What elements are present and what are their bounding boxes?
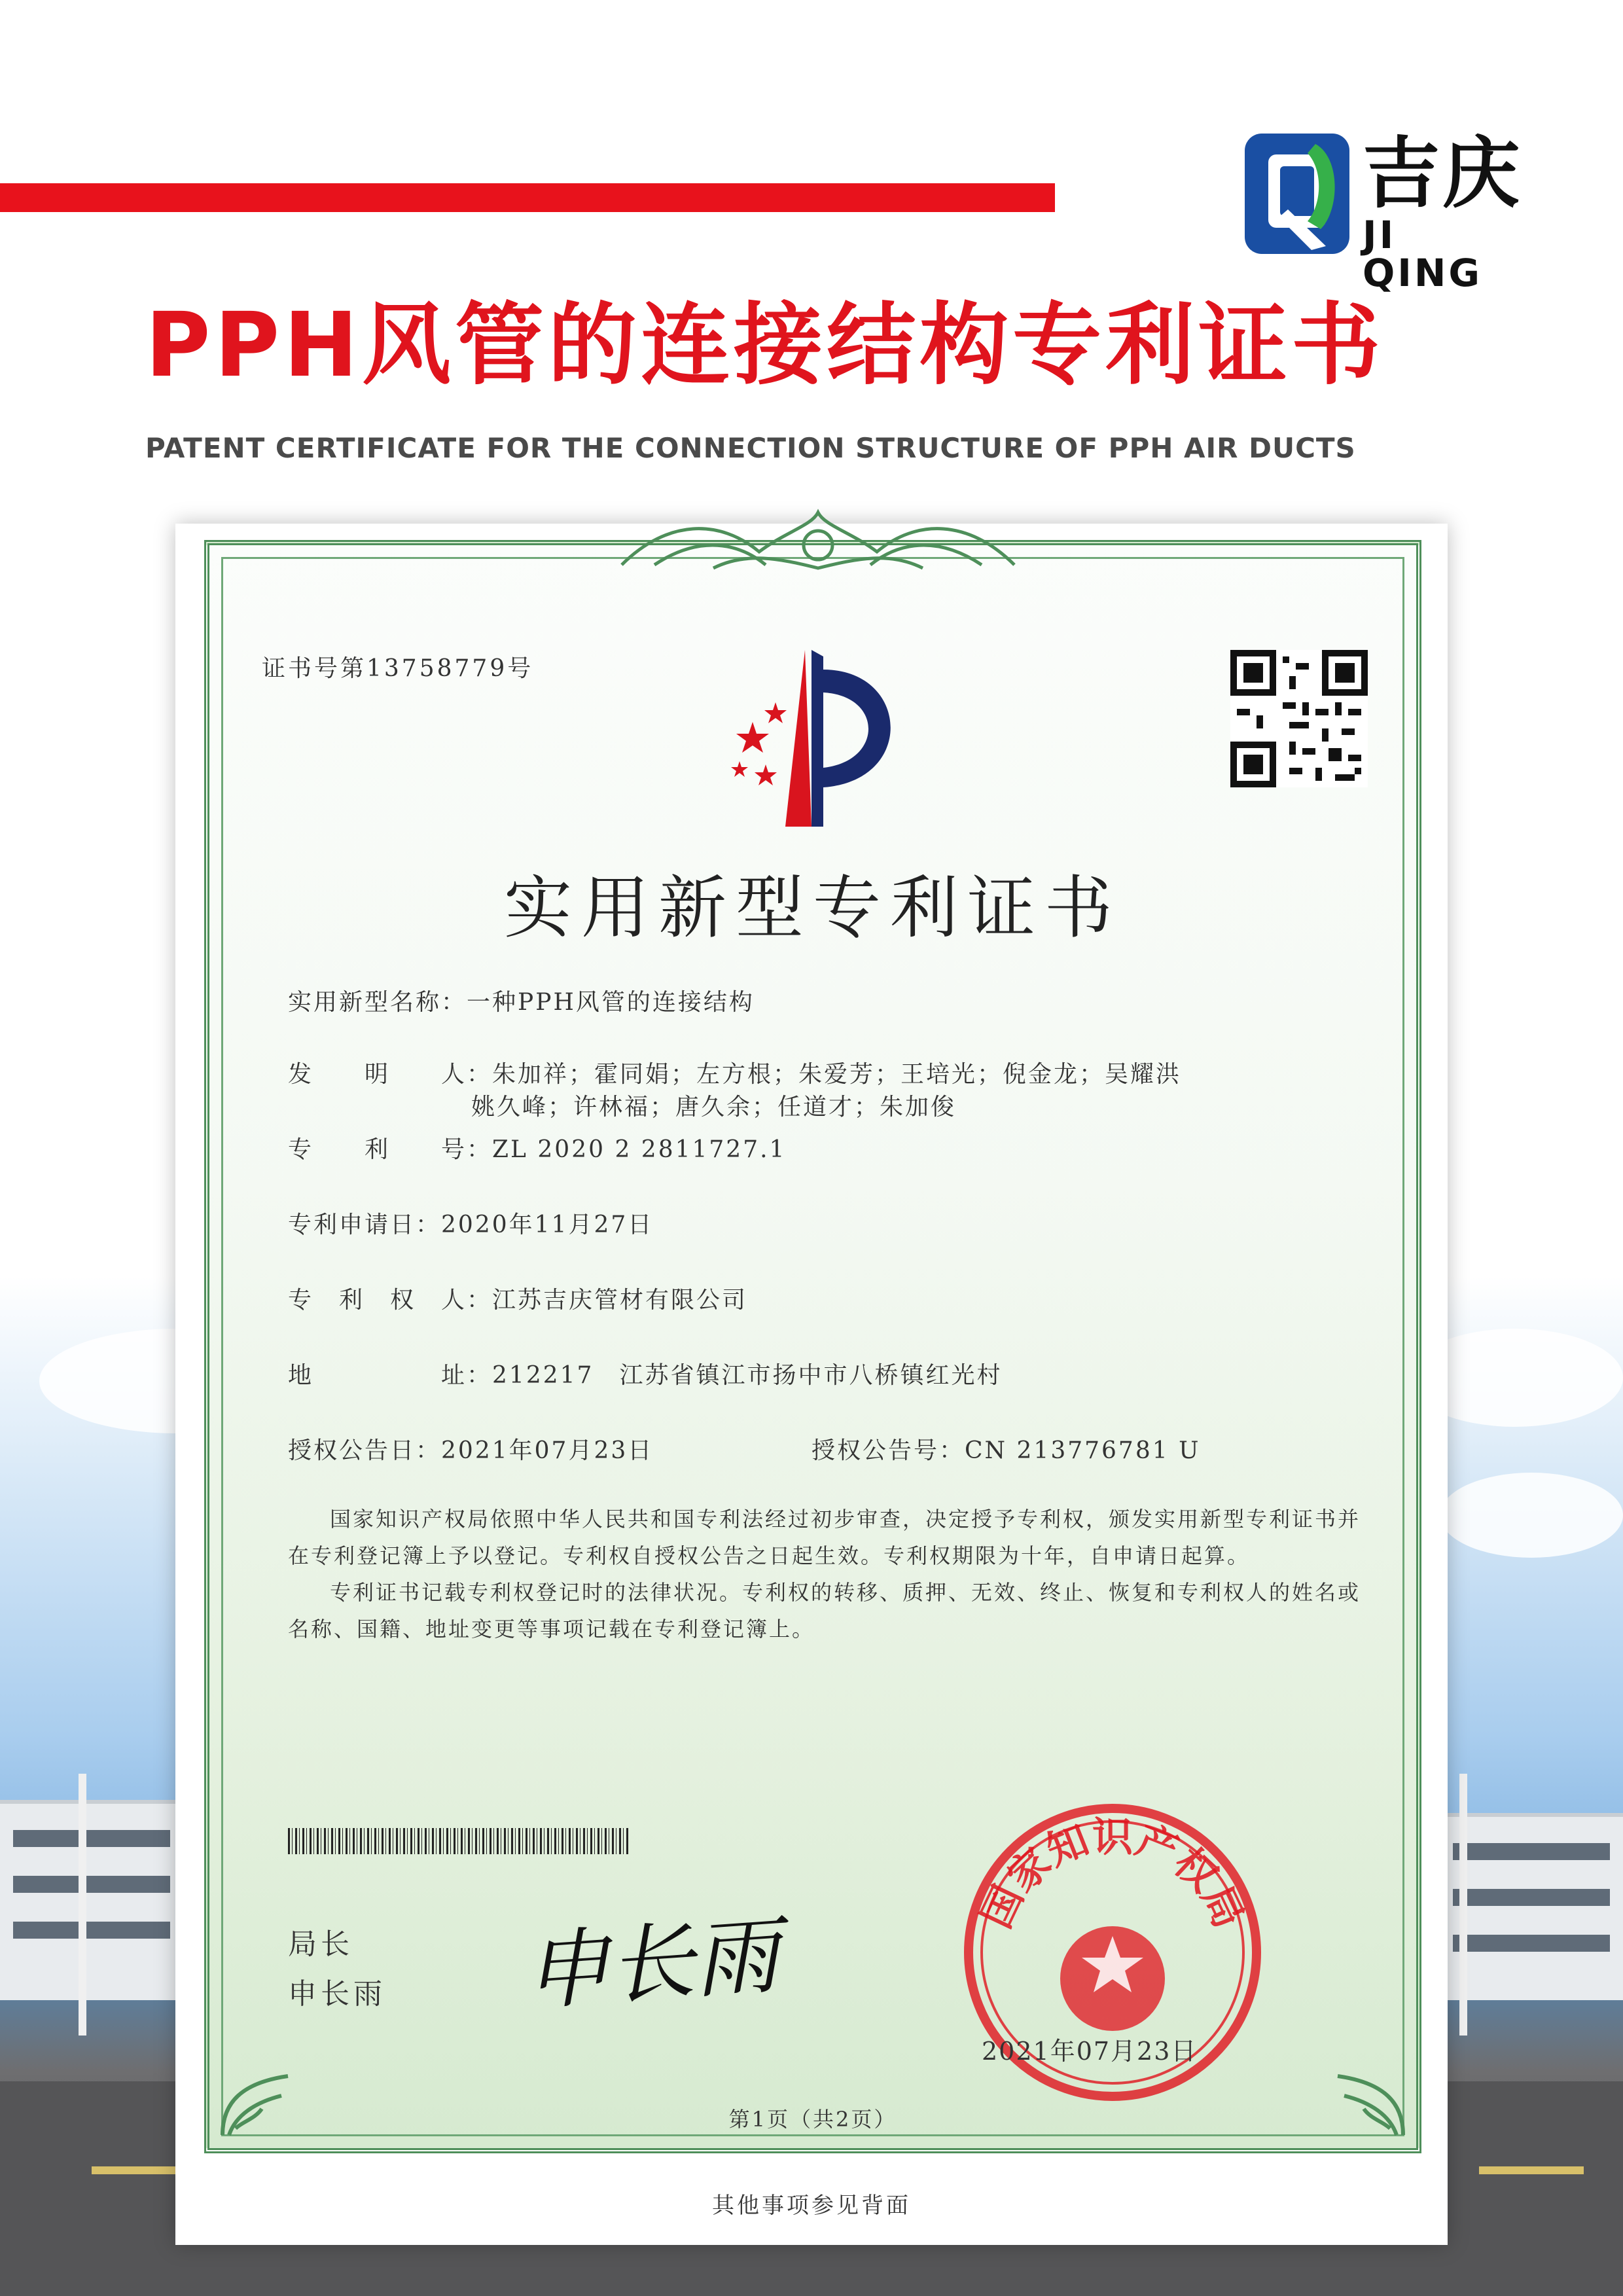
page-number: 第1页（共2页） [728,2107,897,2132]
seal-text: 国家知识产权局 [972,1813,1253,1935]
top-ornament-icon [615,506,1021,578]
brand-name-en: JI QING [1363,213,1483,295]
director-signature-icon [517,1893,831,2024]
certificate-title: 实用新型专利证书 [503,868,1122,948]
signature-text: 申长雨 [520,1905,783,2022]
building-right [1440,1813,1623,2000]
director-block [288,1920,386,2019]
field-application-date [288,1206,653,1240]
statement-paragraph: 专利证书记载专利权登记时的法律状况。专利权的转移、质押、无效、终止、恢复和专利权人的姓名或名称、国籍、地址变更等事项记载在专利登记簿上。 [288,1580,1361,1641]
field-address [288,1357,1002,1390]
field-inventors-continued [471,1088,956,1122]
field-label: 专 利 权 人： [288,1287,493,1314]
qr-code-icon [1230,650,1368,787]
field-label: 实用新型名称： [288,989,467,1016]
field-label: 专 利 号： [288,1136,493,1163]
brand-name-cn: 吉庆 [1363,128,1523,219]
field-value: CN 213776781 U [965,1437,1201,1464]
brand-logo [1242,128,1530,295]
director-name: 申长雨 [288,1977,386,2011]
field-label: 授权公告号： [812,1437,965,1464]
building-left [0,1800,183,2000]
field-value: 212217 江苏省镇江市扬中市八桥镇红光村 [492,1362,1003,1389]
field-grant-date [288,1432,653,1465]
cnipa-emblem-icon [713,630,929,846]
certificate [204,540,1421,2153]
statement-paragraph: 国家知识产权局依照中华人民共和国专利法经过初步审查，决定授予专利权，颁发实用新型专利证书并在专利登记簿上予以登记。专利权自授权公告之日起生效。专利权期限为十年，自申请日起算。 [288,1507,1361,1568]
field-label: 授权公告日： [288,1437,442,1464]
jiqing-logo-icon [1242,131,1352,257]
field-grant-number [812,1432,1200,1465]
footer-note: 其他事项参见背面 [712,2193,911,2219]
barcode-icon [288,1828,628,1854]
certificate-statement [288,1501,1361,1647]
field-value: 朱加祥；霍同娟；左方根；朱爱芳；王培光；倪金龙；吴耀洪 [492,1061,1182,1088]
header-red-bar [0,183,1055,212]
field-value: 2020年11月27日 [441,1211,654,1238]
field-label: 地 址： [288,1362,493,1389]
field-value: ZL 2020 2 2811727.1 [492,1136,787,1163]
official-seal-icon [949,1789,1276,2116]
page-title: PPH风管的连接结构专利证书 [145,294,1385,397]
field-value: 姚久峰；许林福；唐久余；任道才；朱加俊 [471,1094,957,1121]
field-label: 专利申请日： [288,1211,442,1238]
field-patentee [288,1282,747,1315]
field-value: 江苏吉庆管材有限公司 [492,1287,748,1314]
director-title: 局长 [288,1928,353,1961]
field-inventors [288,1056,1181,1089]
field-value: 2021年07月23日 [441,1437,654,1464]
seal-date: 2021年07月23日 [982,2037,1198,2066]
field-patent-number [288,1131,786,1164]
svg-text:国家知识产权局 [972,1813,1253,1935]
field-value: 一种PPH风管的连接结构 [467,989,755,1016]
field-label: 发 明 人： [288,1061,493,1088]
field-utility-model-name [288,984,755,1017]
certificate-serial-number: 证书号第13758779号 [262,655,534,682]
page-subtitle: PATENT CERTIFICATE FOR THE CONNECTION STRUCTURE OF PPH AIR DUCTS [145,432,1356,464]
